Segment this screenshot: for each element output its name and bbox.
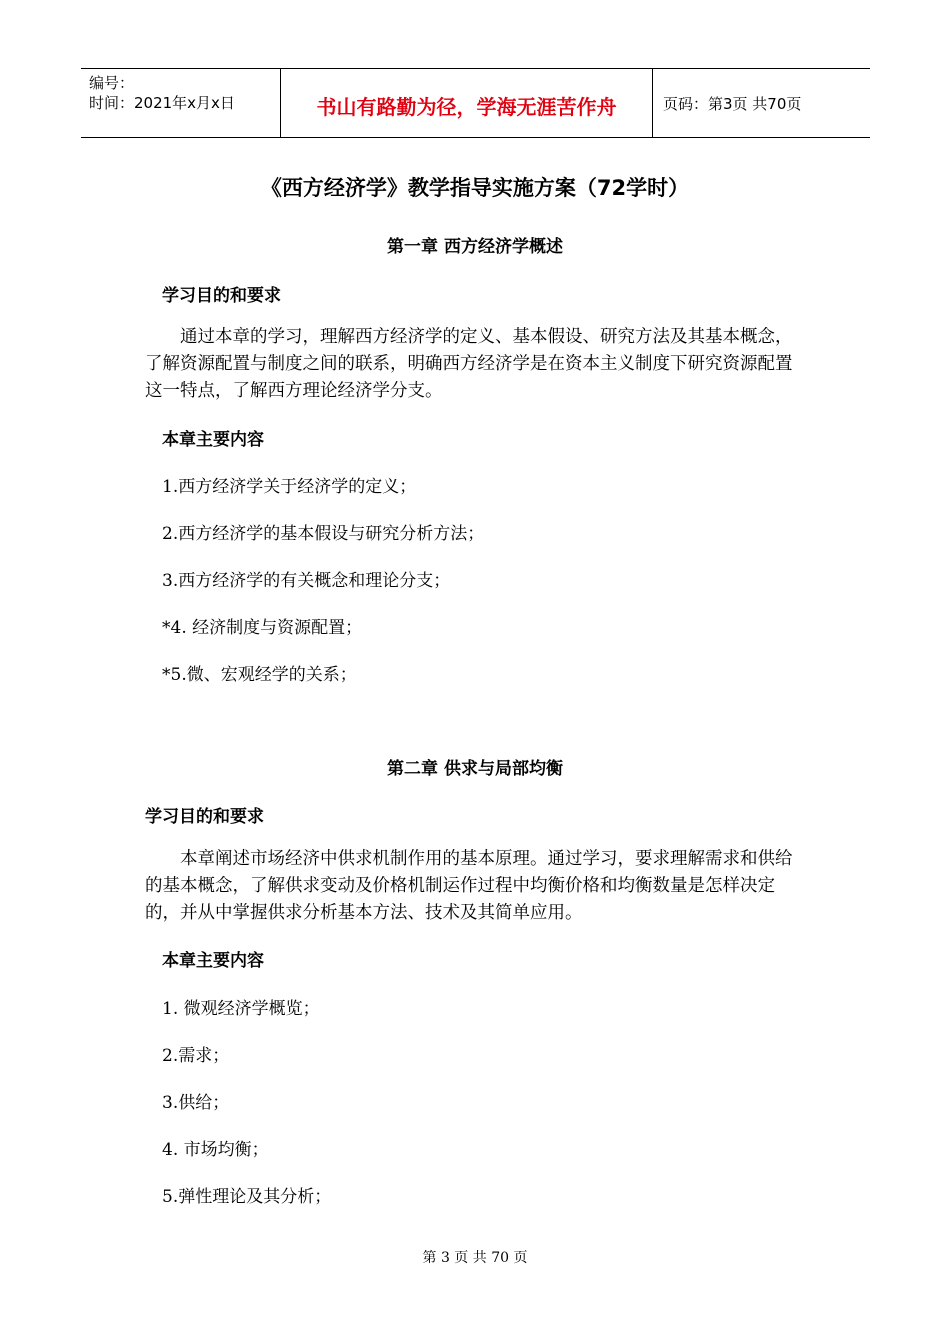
chapter-1-content-heading: 本章主要内容 [162,430,264,450]
chapter-2-goals-heading: 学习目的和要求 [145,807,264,827]
page-footer: 第 3 页 共 70 页 [422,1250,528,1266]
header-meta [81,69,281,137]
chapter-1-item: 2.西方经济学的基本假设与研究分析方法； [162,524,485,544]
header-page-info: 页码：第3页 共70页 [663,94,802,113]
chapter-1-item: *5.微、宏观经学的关系； [162,665,357,685]
chapter-2-heading: 第二章 供求与局部均衡 [387,759,563,779]
chapter-2-content-heading: 本章主要内容 [162,951,264,971]
chapter-1-item: *4. 经济制度与资源配置； [162,618,363,638]
chapter-2-goals-text: 本章阐述市场经济中供求机制作用的基本原理。通过学习，要求理解需求和供给的基本概念，了解供求变动及价格机制运作过程中均衡价格和均衡数量是怎样决定的，并从中掌握供求分析基本方法、技术及其简单应用。 [145,849,793,923]
chapter-1-item: 3.西方经济学的有关概念和理论分支； [162,571,451,591]
header-motto: 书山有路勤为径，学海无涯苦作舟 [281,69,653,137]
chapter-1-heading: 第一章 西方经济学概述 [387,237,563,257]
chapter-2-item: 3.供给； [162,1093,230,1113]
page-header [81,68,870,138]
chapter-2-item: 1. 微观经济学概览； [162,999,320,1019]
chapter-2-item: 5.弹性理论及其分析； [162,1187,332,1207]
chapter-2-item: 4. 市场均衡； [162,1140,269,1160]
chapter-1-item: 1.西方经济学关于经济学的定义； [162,477,417,497]
doc-time-label: 时间：2021年x月x日 [89,94,235,112]
chapter-1-goals-text: 通过本章的学习，理解西方经济学的定义、基本假设、研究方法及其基本概念，了解资源配置与制度之间的联系，明确西方经济学是在资本主义制度下研究资源配置这一特点，了解西方理论经济学分支。 [145,327,793,401]
chapter-1-goals-heading: 学习目的和要求 [162,286,281,306]
chapter-2-item: 2.需求； [162,1046,230,1066]
doc-number-label: 编号： [89,74,135,92]
document-title: 《西方经济学》教学指导实施方案（72学时） [260,176,690,200]
